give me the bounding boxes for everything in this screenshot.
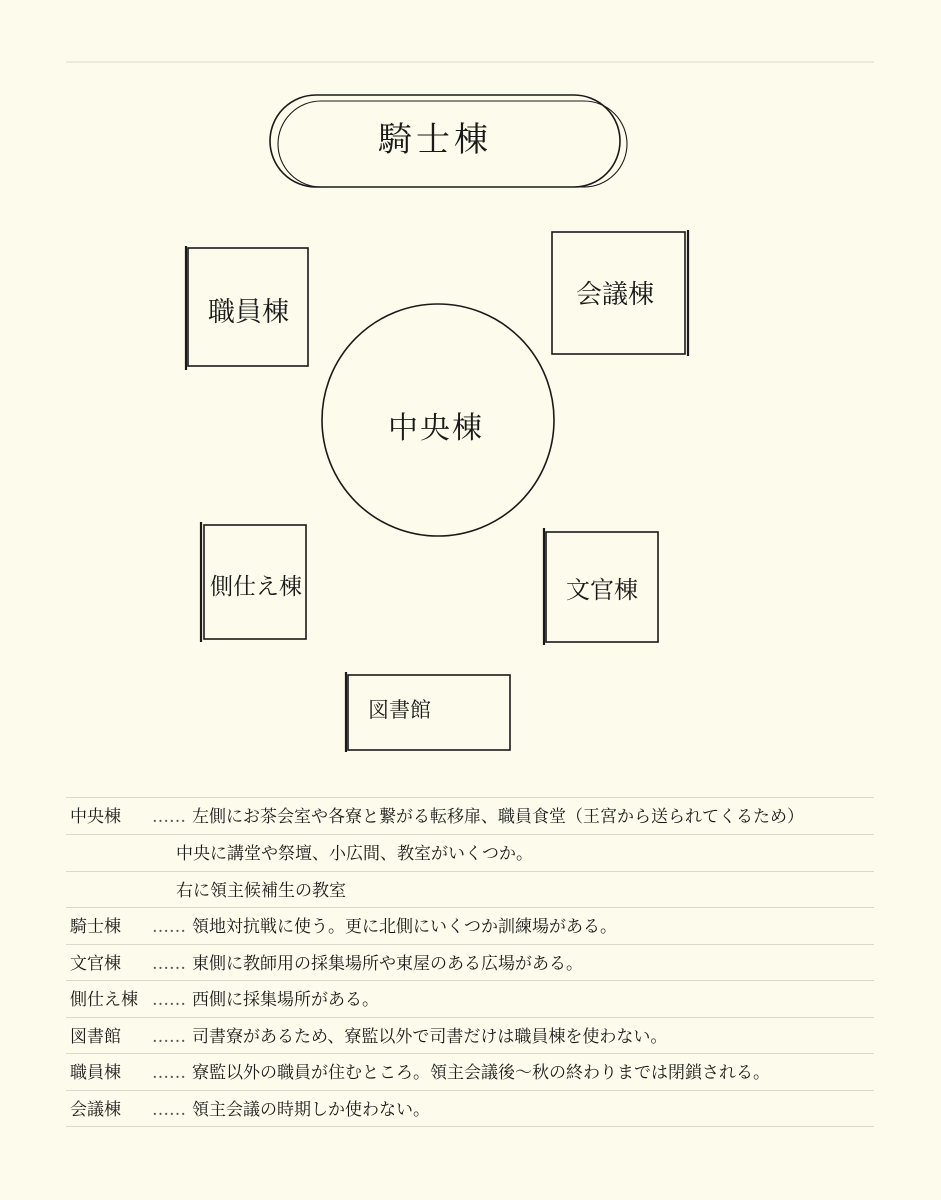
note-rule bbox=[66, 797, 874, 798]
knight-building-label: 騎士棟 bbox=[378, 120, 492, 160]
note-dots: …… bbox=[152, 1027, 186, 1047]
note-text: 領主会議の時期しか使わない。 bbox=[192, 1100, 430, 1120]
note-dots: …… bbox=[152, 807, 186, 827]
note-term: 中央棟 bbox=[70, 807, 121, 827]
note-dots: …… bbox=[152, 1063, 186, 1083]
note-term: 側仕え棟 bbox=[70, 990, 138, 1010]
note-term: 文官棟 bbox=[70, 954, 121, 974]
note-term: 図書館 bbox=[70, 1027, 121, 1047]
civil-building-label: 文官棟 bbox=[566, 576, 638, 604]
note-central-cont-1 bbox=[176, 837, 533, 871]
note-term: 職員棟 bbox=[70, 1063, 121, 1083]
note-servant bbox=[70, 983, 379, 1017]
note-text: 司書寮があるため、寮監以外で司書だけは職員棟を使わない。 bbox=[192, 1027, 668, 1047]
note-rule bbox=[66, 1090, 874, 1091]
note-text: 領地対抗戦に使う。更に北側にいくつか訓練場がある。 bbox=[192, 917, 617, 937]
note-library bbox=[70, 1020, 667, 1054]
council-building-label: 会議棟 bbox=[576, 280, 655, 310]
note-text: 寮監以外の職員が住むところ。領主会議後～秋の終わりまでは閉鎖される。 bbox=[192, 1063, 770, 1083]
note-rule bbox=[66, 834, 874, 835]
note-central bbox=[70, 800, 804, 834]
note-dots: …… bbox=[152, 990, 186, 1010]
note-rule bbox=[66, 944, 874, 945]
note-knight bbox=[70, 910, 617, 944]
note-staff bbox=[70, 1056, 770, 1090]
note-term: 騎士棟 bbox=[70, 917, 121, 937]
note-rule bbox=[66, 871, 874, 872]
note-term: 会議棟 bbox=[70, 1100, 121, 1120]
note-civil bbox=[70, 947, 583, 981]
note-dots: …… bbox=[152, 917, 186, 937]
note-text: 西側に採集場所がある。 bbox=[192, 990, 379, 1010]
central-building-label: 中央棟 bbox=[388, 411, 484, 446]
servant-building-label: 側仕え棟 bbox=[210, 574, 302, 600]
library-building-label: 図書館 bbox=[368, 698, 431, 722]
note-central-cont-2 bbox=[176, 874, 346, 908]
note-text: 東側に教師用の採集場所や東屋のある広場がある。 bbox=[192, 954, 583, 974]
note-text: 左側にお茶会室や各寮と繋がる転移扉、職員食堂（王宮から送られてくるため） bbox=[192, 807, 804, 827]
staff-building-label: 職員棟 bbox=[208, 297, 289, 328]
note-dots: …… bbox=[152, 1100, 186, 1120]
note-dots: …… bbox=[152, 954, 186, 974]
note-text: 右に領主候補生の教室 bbox=[176, 881, 346, 901]
note-text: 中央に講堂や祭壇、小広間、教室がいくつか。 bbox=[176, 844, 533, 864]
note-council bbox=[70, 1093, 430, 1127]
note-rule bbox=[66, 1017, 874, 1018]
